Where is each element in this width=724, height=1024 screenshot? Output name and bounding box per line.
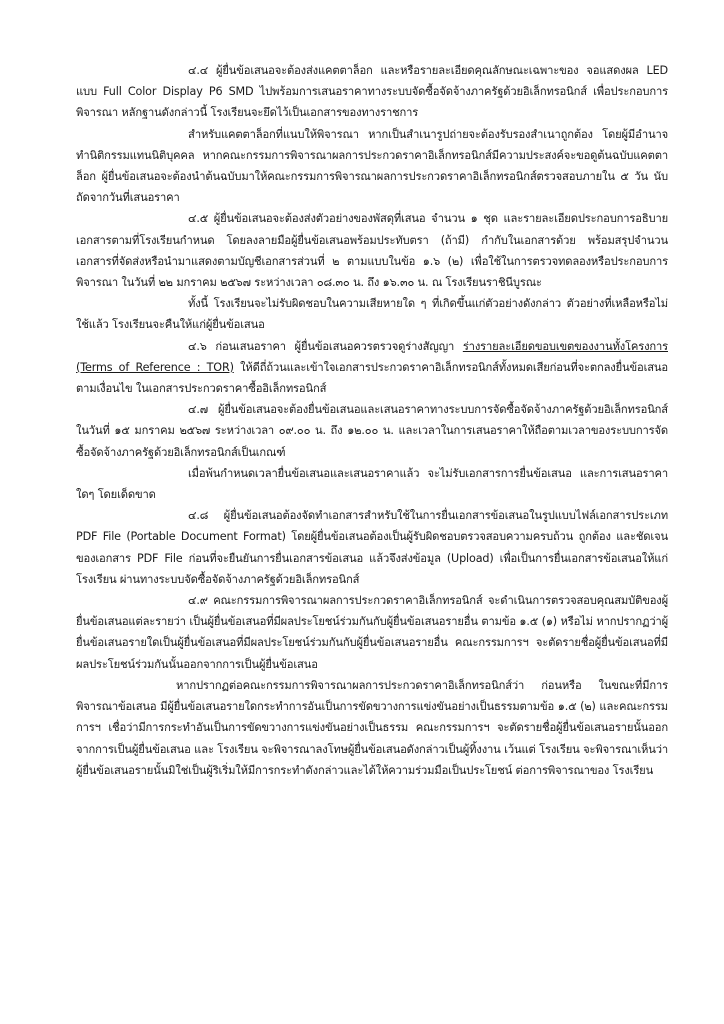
paragraph-4-4: ๔.๔ ผู้ยื่นข้อเสนอจะต้องส่งแคตตาล็อก และหรือรายละเอียดคุณลักษณะเฉพาะของ จอแสดงผล LED แบบ Full Color Display P6 SMD ไปพร้อมการเสนอราคาทางระบบจัดซื้อจัดจ้างภาครัฐด้วยอิเล็กทรอนิกส์ เพื่อประกอบการพิจารณา หลักฐานดังกล่าวนี้ โรงเรียนจะยึดไว้เป็นเอกสารของทางราชการ [76, 64, 668, 120]
paragraph-4-5: ๔.๕ ผู้ยื่นข้อเสนอจะต้องส่งตัวอย่างของพัสดุที่เสนอ จำนวน ๑ ชุด และรายละเอียดประกอบการอธิบายเอกสารตามที่โรงเรียนกำหนด โดยลงลายมือผู้ยื่นข้อเสนอพร้อมประทับตรา (ถ้ามี) กำกับในเอกสารด้วย พร้อมสรุปจำนวนเอกสารที่จัดส่งหรือนำมาแสดงตามบัญชีเอกสารส่วนที่ ๒ ตามแบบในข้อ ๑.๖ (๒) เพื่อใช้ในการตรวจทดลองหรือประกอบการพิจารณา ในวันที่ ๒๒ มกราคม ๒๕๖๗ ระหว่างเวลา ๐๘.๓๐ น. ถึง ๑๖.๓๐ น. ณ โรงเรียนราชินีบูรณะ [76, 212, 668, 290]
tor-reference: ร่างรายละเอียดขอบเขตของงานทั้งโครงการ (Terms of Reference : TOR) [76, 339, 668, 374]
paragraph-4-4-catalog: สำหรับแคตตาล็อกที่แนบให้พิจารณา หากเป็นสำเนารูปถ่ายจะต้องรับรองสำเนาถูกต้อง โดยผู้มีอำนาจทำนิติกรรมแทนนิติบุคคล หากคณะกรรมการพิจารณาผลการประกวดราคาอิเล็กทรอนิกส์มีความประสงค์จะขอดูต้นฉบับแคตตาล็อก ผู้ยื่นข้อเสนอจะต้องนำต้นฉบับมาให้คณะกรรมการพิจารณาผลการประกวดราคาอิเล็กทรอนิกส์ตรวจสอบภายใน ๕ วัน นับถัดจากวันที่เสนอราคา [76, 127, 668, 205]
paragraph-4-8: ๔.๘ ผู้ยื่นข้อเสนอต้องจัดทำเอกสารสำหรับใช้ในการยื่นเอกสารข้อเสนอในรูปแบบไฟล์เอกสารประเภท PDF File (Portable Document Format) โดยผู้ยื่นข้อเสนอต้องเป็นผู้รับผิดชอบตรวจสอบความครบถ้วน ถูกต้อง และชัดเจนของเอกสาร PDF File ก่อนที่จะยืนยันการยื่นเอกสารข้อเสนอ แล้วจึงส่งข้อมูล (Upload) เพื่อเป็นการยื่นเอกสารข้อเสนอให้แก่ โรงเรียน ผ่านทางระบบจัดซื้อจัดจ้างภาครัฐด้วยอิเล็กทรอนิกส์ [76, 509, 668, 586]
paragraph-4-7-deadline: เมื่อพ้นกำหนดเวลายื่นข้อเสนอและเสนอราคาแล้ว จะไม่รับเอกสารการยื่นข้อเสนอ และการเสนอราคาใดๆ โดยเด็ดขาด [76, 466, 668, 502]
paragraph-4-5-liability: ทั้งนี้ โรงเรียนจะไม่รับผิดชอบในความเสียหายใด ๆ ที่เกิดขึ้นแก่ตัวอย่างดังกล่าว ตัวอย่างที่เหลือหรือไม่ใช้แล้ว โรงเรียนจะคืนให้แก่ผู้ยื่นข้อเสนอ [76, 297, 668, 332]
paragraph-4-9: ๔.๙ คณะกรรมการพิจารณาผลการประกวดราคาอิเล็กทรอนิกส์ จะดำเนินการตรวจสอบคุณสมบัติของผู้ยื่นข้อเสนอแต่ละรายว่า เป็นผู้ยื่นข้อเสนอที่มีผลประโยชน์ร่วมกันกับผู้ยื่นข้อเสนอรายอื่น ตามข้อ ๑.๕ (๑) หรือไม่ หากปรากฏว่าผู้ยื่นข้อเสนอรายใดเป็นผู้ยื่นข้อเสนอที่มีผลประโยชน์ร่วมกันกับผู้ยื่นข้อเสนอรายอื่น คณะกรรมการฯ จะตัดรายชื่อผู้ยื่นข้อเสนอที่มีผลประโยชน์ร่วมกันนั้นออกจากการเป็นผู้ยื่นข้อเสนอ [76, 594, 668, 671]
paragraph-4-6 [76, 336, 668, 400]
paragraph-4-6-pre: ๔.๖ ก่อนเสนอราคา ผู้ยื่นข้อเสนอควรตรวจดูร่างสัญญา [188, 339, 463, 353]
paragraph-4-9-collusion: หากปรากฏต่อคณะกรรมการพิจารณาผลการประกวดราคาอิเล็กทรอนิกส์ว่า ก่อนหรือ ในขณะที่มีการพิจารณาข้อเสนอ มีผู้ยื่นข้อเสนอรายใดกระทำการอันเป็นการขัดขวางการแข่งขันอย่างเป็นธรรมตามข้อ ๑.๕ (๒) และคณะกรรมการฯ เชื่อว่ามีการกระทำอันเป็นการขัดขวางการแข่งขันอย่างเป็นธรรม คณะกรรมการฯ จะตัดรายชื่อผู้ยื่นข้อเสนอรายนั้นออกจากการเป็นผู้ยื่นข้อเสนอ และ โรงเรียน จะพิจารณาลงโทษผู้ยื่นข้อเสนอดังกล่าวเป็นผู้ทิ้งงาน เว้นแต่ โรงเรียน จะพิจารณาเห็นว่า ผู้ยื่นข้อเสนอรายนั้นมิใช่เป็นผู้ริเริ่มให้มีการกระทำดังกล่าวและได้ให้ความร่วมมือเป็นประโยชน์ ต่อการพิจารณาของ โรงเรียน [76, 678, 668, 777]
paragraph-4-7: ๔.๗ ผู้ยื่นข้อเสนอจะต้องยื่นข้อเสนอและเสนอราคาทางระบบการจัดซื้อจัดจ้างภาครัฐด้วยอิเล็กทรอนิกส์ในวันที่ ๑๕ มกราคม ๒๕๖๗ ระหว่างเวลา ๐๙.๐๐ น. ถึง ๑๒.๐๐ น. และเวลาในการเสนอราคาให้ถือตามเวลาของระบบการจัดซื้อจัดจ้างภาครัฐด้วยอิเล็กทรอนิกส์เป็นเกณฑ์ [76, 403, 668, 459]
paragraph-4-6-post: ให้ดีถี่ถ้วนและเข้าใจเอกสารประกวดราคาอิเล็กทรอนิกส์ทั้งหมดเสียก่อนที่จะตกลงยื่นข้อเสนอตามเงื่อนไข ในเอกสารประกวดราคาซื้ออิเล็กทรอนิกส์ [76, 360, 668, 396]
